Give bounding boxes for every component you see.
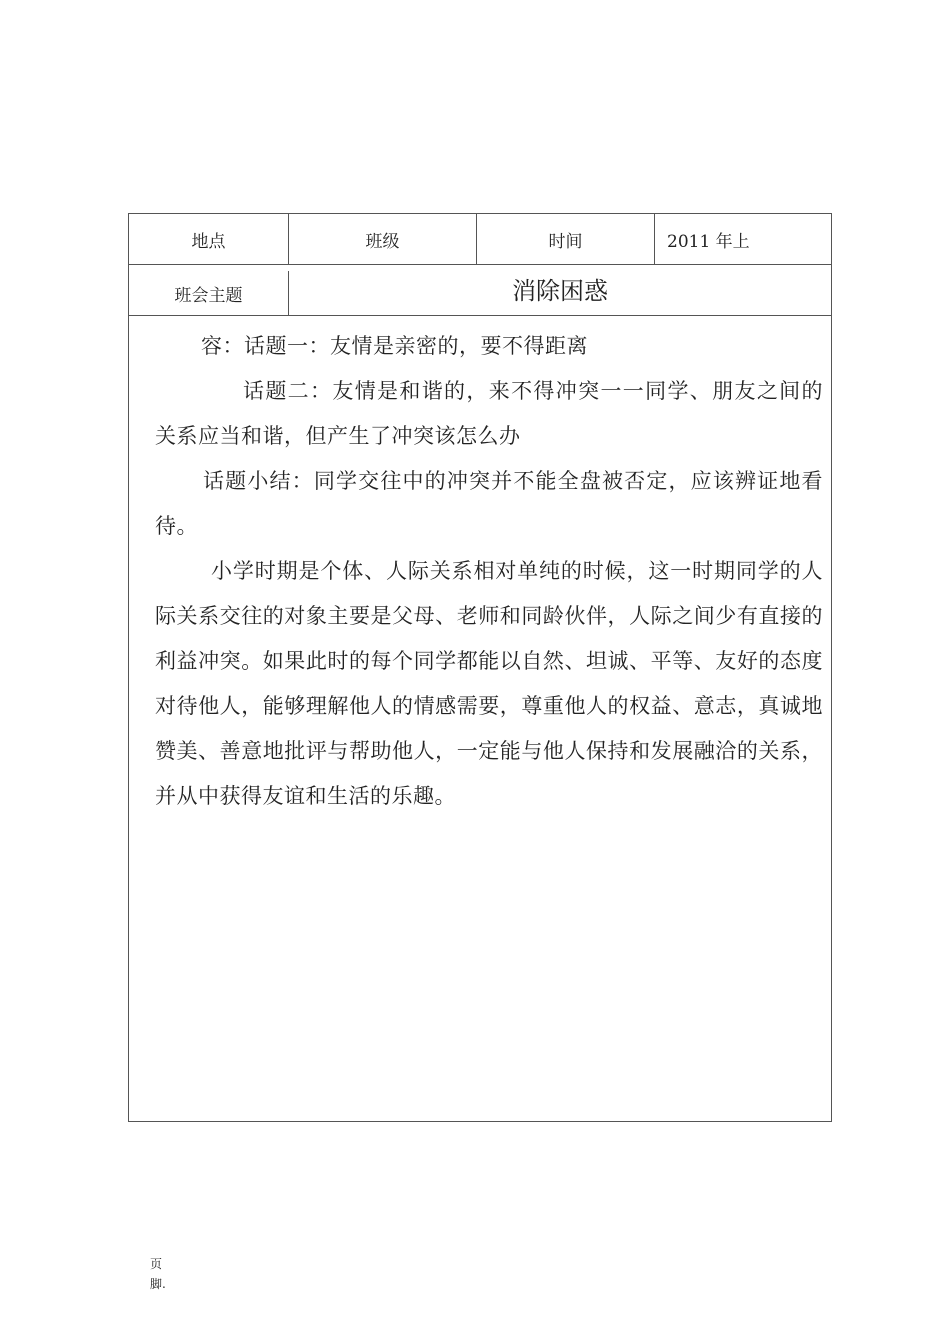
content-paragraph-topic-one: 容：话题一：友情是亲密的，要不得距离 <box>201 334 588 358</box>
theme-value: 消除困惑 <box>512 277 608 305</box>
content-cell <box>129 316 831 819</box>
class-meeting-table <box>128 213 832 1122</box>
page-footer <box>150 1254 170 1294</box>
theme-label: 班会主题 <box>129 271 289 315</box>
content-paragraph-summary: 话题小结：同学交往中的冲突并不能全盘被否定，应该辨证地看待。 <box>155 469 823 538</box>
header-row <box>129 214 831 265</box>
footer-line-1: 页 <box>150 1257 163 1271</box>
content-paragraph-discussion: 小学时期是个体、人际关系相对单纯的时候，这一时期同学的人际关系交往的对象主要是父母、老师和同龄伙伴，人际之间少有直接的利益冲突。如果此时的每个同学都能以自然、坦诚、平等、友好的态度对待他人，能够理解他人的情感需要，尊重他人的权益、意志，真诚地赞美、善意地批评与帮助他人，一定能与他人保持和发展融洽的关系，并从中获得友谊和生活的乐趣。 <box>155 559 823 808</box>
time-value: 2011 年上 <box>667 231 750 252</box>
footer-line-2: 脚. <box>150 1277 166 1291</box>
time-label: 时间 <box>477 214 655 264</box>
theme-row <box>129 265 831 316</box>
location-label: 地点 <box>129 214 289 264</box>
class-label: 班级 <box>289 214 477 264</box>
content-paragraph-topic-two: 话题二：友情是和谐的，来不得冲突一一同学、朋友之间的关系应当和谐，但产生了冲突该怎么办 <box>155 379 823 448</box>
